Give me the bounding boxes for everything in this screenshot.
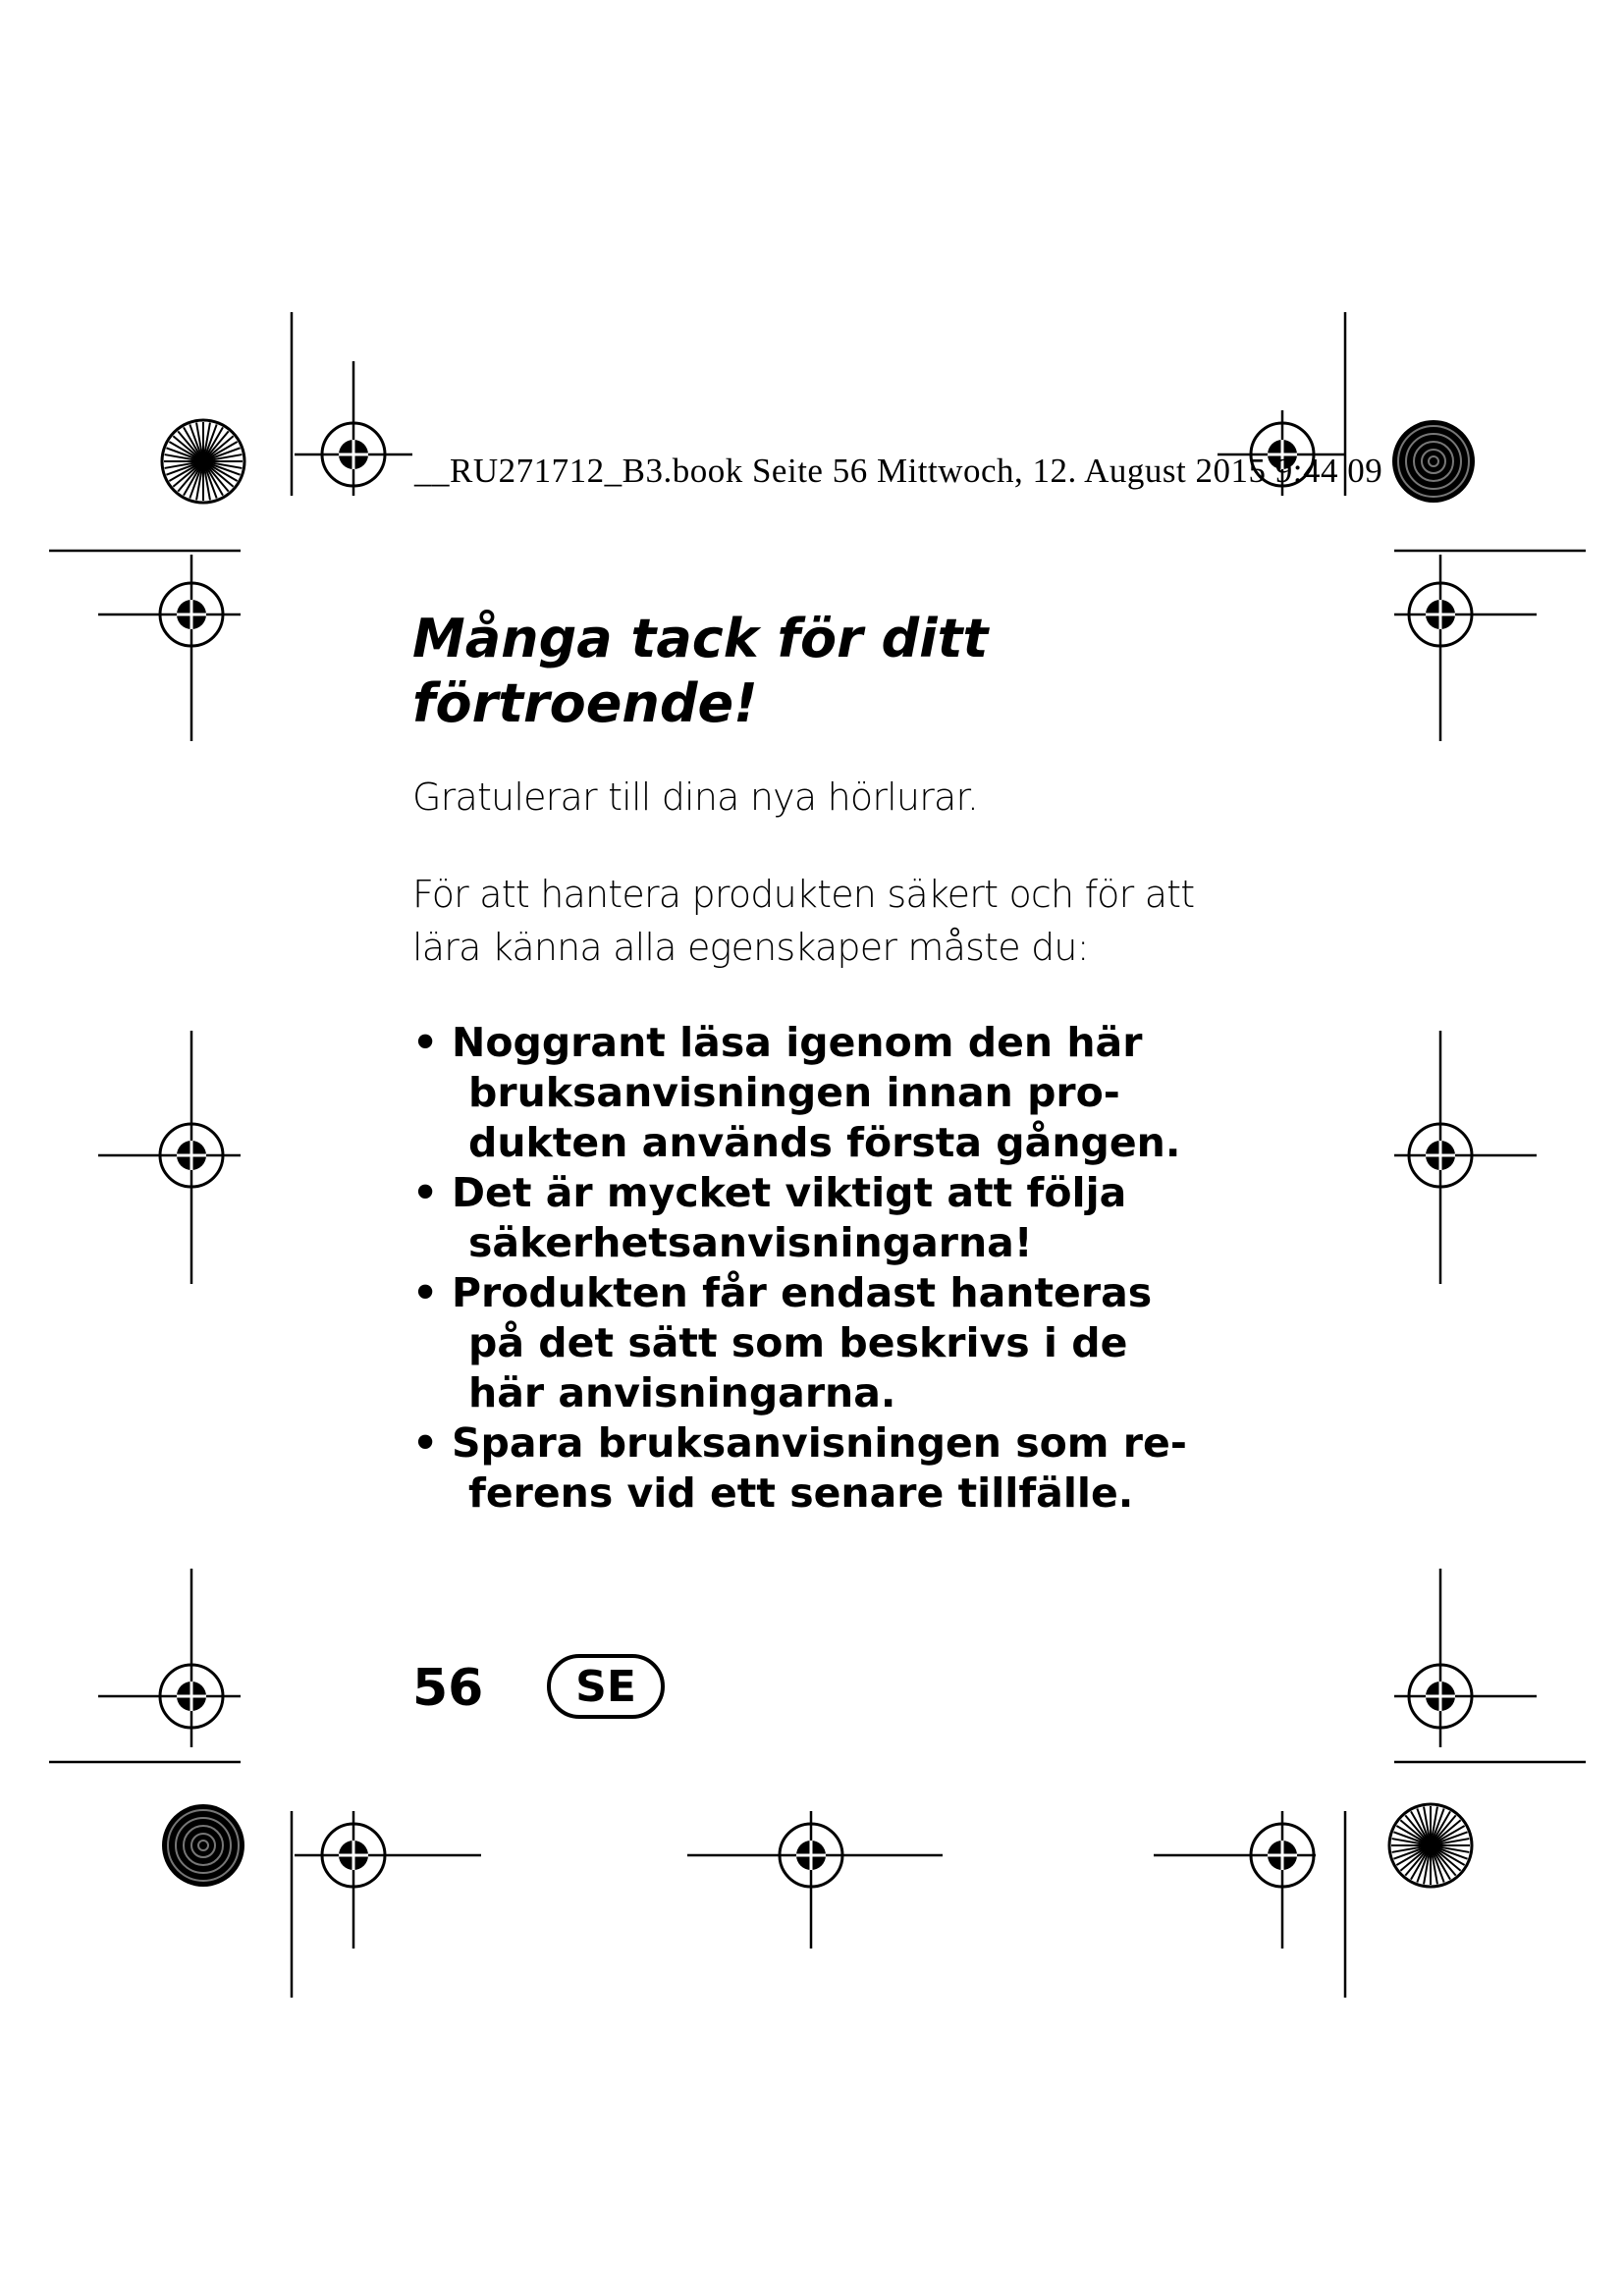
list-item-line: Det är mycket viktigt att följa [452, 1169, 1127, 1216]
language-badge: SE [547, 1654, 665, 1719]
list-item-line: på det sätt som beskrivs i de [468, 1319, 1128, 1366]
instruction-list [412, 1018, 1187, 1519]
bullet-glyph: • [412, 1019, 439, 1066]
list-item [412, 1268, 1187, 1418]
intro-text: Gratulerar till dina nya hörlurar. [412, 775, 979, 819]
title-line: förtroende! [412, 672, 758, 734]
list-item-line: här anvisningarna. [468, 1369, 896, 1416]
starburst-mark-top-left [162, 420, 244, 503]
bullet-glyph: • [412, 1169, 439, 1216]
list-item [412, 1018, 1187, 1168]
list-item-line: Produkten får endast hanteras [452, 1269, 1153, 1316]
list-item-line: säkerhetsanvisningarna! [468, 1219, 1033, 1266]
bullet-glyph: • [412, 1269, 439, 1316]
bullet-glyph: • [412, 1419, 439, 1467]
page-title [412, 607, 988, 736]
list-item-line: ferens vid ett senare tillfälle. [468, 1469, 1134, 1517]
list-item-line: Noggrant läsa igenom den här [452, 1019, 1143, 1066]
title-line: Många tack för ditt [412, 608, 989, 669]
ring-mark-bottom-left [162, 1804, 244, 1887]
list-item [412, 1168, 1187, 1268]
instruction-line: För att hantera produkten säkert och för att [412, 873, 1195, 916]
bottom-crop-marks [49, 1569, 1586, 1998]
list-item-line: dukten används första gången. [468, 1119, 1181, 1166]
list-item-line: bruksanvisningen innan pro- [468, 1069, 1120, 1116]
ring-mark-top-right [1392, 420, 1475, 503]
instruction-line: lära känna alla egenskaper måste du: [412, 926, 1089, 969]
list-item [412, 1418, 1187, 1519]
starburst-mark-bottom-right [1389, 1804, 1472, 1887]
instruction-text [412, 868, 1194, 974]
list-item-line: Spara bruksanvisningen som re- [452, 1419, 1187, 1467]
print-header: __RU271712_B3.book Seite 56 Mittwoch, 12. August 2015 9:44 09 [414, 452, 1383, 490]
page-number: 56 [412, 1659, 484, 1718]
